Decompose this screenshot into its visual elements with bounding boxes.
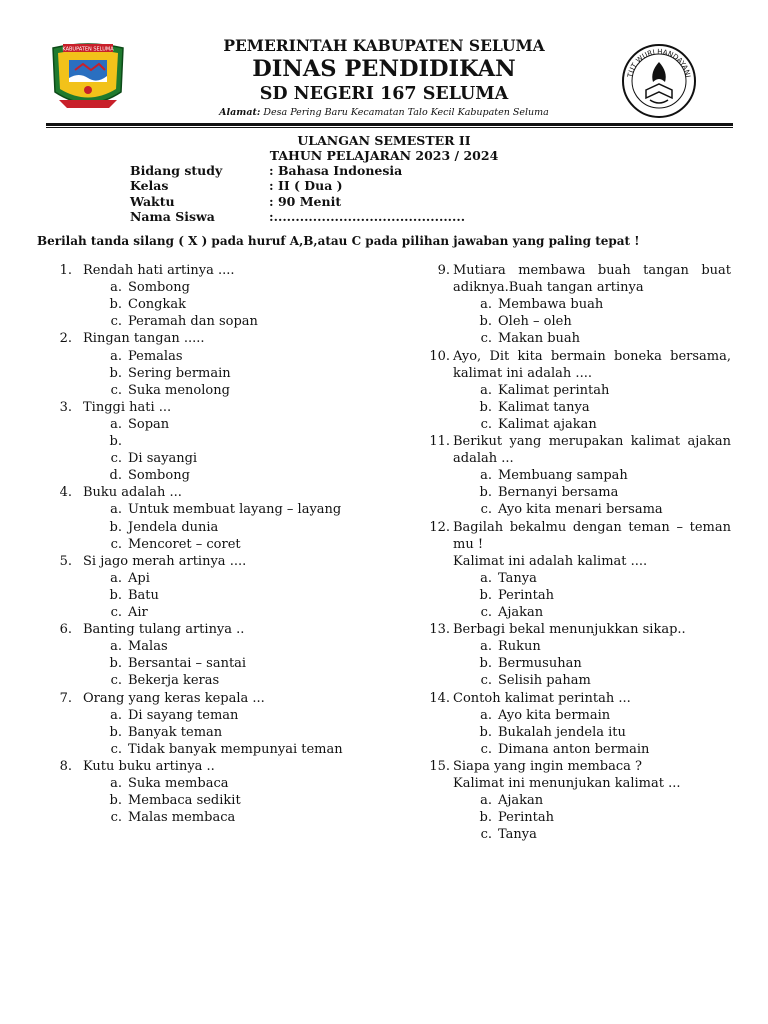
- option-letter: c.: [110, 536, 122, 552]
- option-text: Untuk membuat layang – layang: [128, 502, 342, 518]
- info-label: Nama Siswa: [130, 209, 215, 224]
- question-number: 7.: [59, 690, 72, 706]
- option-letter: a.: [480, 382, 492, 398]
- option-letter: a.: [110, 776, 122, 791]
- option-text: Di sayangi: [128, 451, 198, 467]
- option-letter: c.: [110, 673, 122, 689]
- option-text: Membaca sedikit: [128, 793, 241, 809]
- option-letter: c.: [480, 331, 492, 347]
- question-number: 10.: [429, 348, 450, 364]
- option-text: Membuang sampah: [498, 468, 628, 484]
- option-text: Api: [128, 570, 150, 586]
- option-letter: a.: [480, 793, 492, 809]
- option-letter: a.: [110, 639, 122, 655]
- question-text: mu !: [453, 536, 484, 552]
- info-value: : II ( Dua ): [269, 178, 343, 193]
- question-number: 1.: [59, 263, 72, 278]
- option-text: Membawa buah: [498, 297, 604, 313]
- option-letter: a.: [110, 348, 122, 364]
- question-text: Mutiara membawa buah tangan buat: [453, 263, 731, 278]
- question-text: Siapa yang ingin membaca ?: [453, 758, 643, 774]
- option-text: Kalimat perintah: [498, 382, 610, 398]
- question-text: Berikut yang merupakan kalimat ajakan: [453, 434, 731, 449]
- option-letter: c.: [110, 810, 122, 826]
- question-text: Kalimat ini adalah kalimat ....: [453, 553, 648, 569]
- question-text: Kalimat ini menunjukan kalimat ...: [453, 775, 681, 791]
- question-number: 12.: [429, 519, 450, 535]
- question-text: Kutu buku artinya ..: [83, 758, 215, 774]
- option-text: Tidak banyak mempunyai teman: [128, 741, 343, 757]
- question-text: Contoh kalimat perintah ...: [453, 690, 631, 706]
- option-letter: b.: [479, 656, 492, 672]
- question-text: Orang yang keras kepala ...: [83, 690, 265, 706]
- option-text: Bekerja keras: [128, 673, 220, 689]
- option-letter: a.: [110, 502, 122, 518]
- option-text: Ajakan: [498, 605, 544, 620]
- option-letter: b.: [479, 587, 492, 603]
- option-text: Air: [128, 605, 148, 620]
- option-text: Sombong: [128, 468, 190, 484]
- question-text: Ringan tangan .....: [83, 331, 205, 347]
- option-letter: a.: [110, 707, 122, 723]
- option-text: Perintah: [498, 587, 554, 603]
- option-text: Malas membaca: [128, 810, 236, 826]
- exam-instruction: Berilah tanda silang ( X ) pada huruf A,B,atau C pada pilihan jawaban yang paling tepat !: [37, 234, 640, 248]
- option-text: Bermusuhan: [498, 656, 582, 672]
- option-text: Tanya: [498, 570, 537, 586]
- option-letter: c.: [480, 827, 492, 843]
- question-text: Tinggi hati ...: [83, 399, 172, 415]
- option-text: Peramah dan sopan: [128, 314, 258, 330]
- option-text: Batu: [128, 587, 159, 603]
- option-text: Ayo kita menari bersama: [498, 502, 663, 518]
- option-letter: b.: [479, 314, 492, 330]
- exam-title: ULANGAN SEMESTER II: [297, 133, 471, 148]
- question-number: 15.: [429, 758, 450, 774]
- option-text: Bukalah jendela itu: [498, 724, 626, 740]
- info-value: :............................................: [269, 209, 466, 224]
- option-letter: c.: [110, 382, 122, 398]
- info-label: Bidang study: [130, 163, 223, 178]
- option-text: Rukun: [498, 639, 541, 655]
- logo-right-lettering: TUT WURI HANDAYANI: [626, 47, 692, 79]
- question-text: adalah ...: [453, 451, 514, 467]
- info-label: Kelas: [130, 178, 169, 193]
- question-number: 9.: [437, 263, 450, 278]
- question-number: 6.: [59, 622, 72, 638]
- option-letter: b.: [109, 793, 122, 809]
- option-text: Suka membaca: [128, 776, 229, 791]
- question-text: Buku adalah ...: [83, 485, 182, 501]
- option-text: Sombong: [128, 280, 190, 296]
- option-text: Suka menolong: [128, 382, 230, 398]
- address-text: Desa Pering Baru Kecamatan Talo Kecil Kabupaten Seluma: [263, 107, 549, 118]
- question-number: 11.: [429, 434, 450, 449]
- option-letter: c.: [480, 502, 492, 518]
- option-letter: c.: [480, 673, 492, 689]
- option-letter: b.: [479, 485, 492, 501]
- option-letter: c.: [110, 605, 122, 620]
- option-letter: a.: [110, 570, 122, 586]
- option-letter: a.: [480, 297, 492, 313]
- option-text: Kalimat tanya: [498, 399, 590, 415]
- option-letter: c.: [480, 416, 492, 432]
- option-letter: a.: [480, 639, 492, 655]
- question-text: adiknya.Buah tangan artinya: [453, 280, 644, 296]
- option-text: Tanya: [498, 827, 537, 843]
- option-letter: c.: [110, 451, 122, 467]
- option-letter: a.: [110, 280, 122, 296]
- option-text: Di sayang teman: [128, 707, 239, 723]
- question-number: 4.: [59, 485, 72, 501]
- option-text: Bernanyi bersama: [498, 485, 619, 501]
- option-letter: b.: [479, 724, 492, 740]
- option-text: Oleh – oleh: [498, 314, 572, 330]
- header-divider-thick: [46, 123, 733, 126]
- logo-left-lettering: KABUPATEN SELUMA: [62, 46, 114, 53]
- option-letter: c.: [110, 741, 122, 757]
- option-text: Perintah: [498, 810, 554, 826]
- question-number: 5.: [59, 553, 72, 569]
- info-value: : 90 Menit: [269, 194, 342, 209]
- option-letter: a.: [480, 468, 492, 484]
- exam-year: TAHUN PELAJARAN 2023 / 2024: [269, 148, 499, 163]
- option-letter: b.: [479, 810, 492, 826]
- option-text: Sopan: [128, 416, 170, 432]
- option-text: Sering bermain: [128, 365, 231, 381]
- option-text: Ayo kita bermain: [498, 707, 611, 723]
- question-number: 8.: [59, 758, 72, 774]
- info-label: Waktu: [130, 194, 175, 209]
- school-address: [0, 107, 768, 118]
- option-text: Jendela dunia: [128, 519, 219, 535]
- option-letter: b.: [109, 297, 122, 313]
- question-text: kalimat ini adalah ....: [453, 365, 592, 381]
- option-letter: c.: [480, 741, 492, 757]
- government-name: PEMERINTAH KABUPATEN SELUMA: [223, 36, 545, 55]
- option-text: Selisih paham: [498, 673, 591, 689]
- option-text: Kalimat ajakan: [498, 416, 597, 432]
- question-number: 2.: [59, 331, 72, 347]
- option-text: Congkak: [128, 297, 186, 313]
- option-letter: b.: [109, 519, 122, 535]
- option-text: Dimana anton bermain: [498, 741, 650, 757]
- question-text: Berbagi bekal menunjukkan sikap..: [453, 622, 686, 638]
- option-letter: b.: [479, 399, 492, 415]
- option-letter: b.: [109, 587, 122, 603]
- option-text: Mencoret – coret: [128, 536, 241, 552]
- option-letter: a.: [480, 570, 492, 586]
- header-divider-thin: [46, 127, 733, 128]
- option-letter: b.: [109, 434, 122, 449]
- address-label: Alamat:: [219, 107, 261, 118]
- option-text: Malas: [128, 639, 168, 655]
- question-text: Ayo, Dit kita bermain boneka bersama,: [453, 348, 731, 364]
- option-letter: b.: [109, 724, 122, 740]
- question-number: 14.: [429, 690, 450, 706]
- option-letter: c.: [110, 314, 122, 330]
- question-text: Banting tulang artinya ..: [83, 622, 245, 638]
- option-text: Pemalas: [128, 348, 183, 364]
- question-text: Si jago merah artinya ....: [83, 553, 247, 569]
- school-name: SD NEGERI 167 SELUMA: [259, 84, 509, 104]
- option-text: Bersantai – santai: [128, 656, 247, 672]
- option-letter: d.: [109, 468, 122, 484]
- question-number: 13.: [429, 622, 450, 638]
- option-letter: a.: [110, 416, 122, 432]
- question-number: 3.: [59, 399, 72, 415]
- option-letter: c.: [480, 605, 492, 620]
- department-name: DINAS PENDIDIKAN: [252, 56, 516, 82]
- question-text: Rendah hati artinya ....: [83, 263, 235, 278]
- question-text: Bagilah bekalmu dengan teman – teman: [453, 519, 731, 535]
- option-letter: b.: [109, 365, 122, 381]
- info-value: : Bahasa Indonesia: [269, 163, 403, 178]
- option-letter: b.: [109, 656, 122, 672]
- option-text: Ajakan: [498, 793, 544, 809]
- option-letter: a.: [480, 707, 492, 723]
- option-text: Makan buah: [498, 331, 581, 347]
- option-text: Banyak teman: [128, 724, 223, 740]
